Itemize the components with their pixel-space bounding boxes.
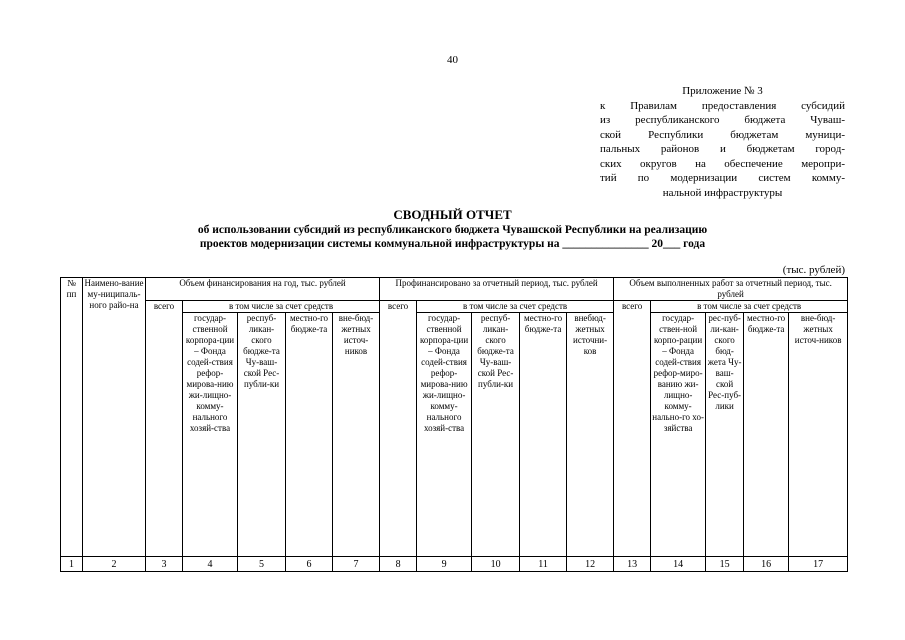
column-number: 16 xyxy=(744,557,789,572)
col-header-number: № пп xyxy=(61,278,83,557)
col-header-local-budget: местно-го бюдже-та xyxy=(286,313,333,557)
appendix-line: тий по модернизации систем комму- xyxy=(600,172,845,184)
col-header-including: в том числе за счет средств xyxy=(183,301,380,313)
col-header-local-budget: местно-го бюдже-та xyxy=(744,313,789,557)
units-label: (тыс. рублей) xyxy=(782,264,845,276)
column-number: 8 xyxy=(380,557,417,572)
appendix-line: ских округов на обеспечение меропри- xyxy=(600,157,845,170)
column-number: 7 xyxy=(333,557,380,572)
column-number: 1 xyxy=(61,557,83,572)
appendix-line: к Правилам предоставления субсидий xyxy=(600,99,845,112)
col-header-municipality: Наимено-вание му-ниципаль-ного райо-на xyxy=(83,278,146,557)
column-number: 6 xyxy=(286,557,333,572)
column-number: 13 xyxy=(614,557,651,572)
col-header-total: всего xyxy=(380,301,417,557)
column-number: 14 xyxy=(651,557,706,572)
column-number: 5 xyxy=(238,557,286,572)
col-header-republic-budget: респуб-ликан-ского бюджe-та Чу-ваш-ской Рес-публи-ки xyxy=(238,313,286,557)
col-header-including: в том числе за счет средств xyxy=(417,301,614,313)
appendix-line: пальных районов и бюджетам город- xyxy=(600,143,845,155)
report-title-block xyxy=(0,207,905,251)
col-header-total: всего xyxy=(146,301,183,557)
report-title: СВОДНЫЙ ОТЧЕТ xyxy=(393,207,512,222)
appendix-line: из республиканского бюджета Чуваш- xyxy=(600,114,845,126)
column-number: 12 xyxy=(567,557,614,572)
column-number: 11 xyxy=(520,557,567,572)
header-row xyxy=(61,278,848,301)
report-subtitle-line1: об использовании субсидий из республиканского бюджета Чувашской Республики на реализацию xyxy=(197,224,708,236)
column-number: 17 xyxy=(789,557,848,572)
col-header-fund: государ-ствен-ной корпо-рации – Фонда содей-ствия рефор-миро-ванию жи-лищно-комму-нально-го хо-зяйства xyxy=(651,313,706,557)
col-header-total: всего xyxy=(614,301,651,557)
column-number: 9 xyxy=(417,557,472,572)
report-subtitle-line2: проектов модернизации системы коммунальной инфраструктуры на _______________ 20___ года xyxy=(199,238,706,250)
column-number: 4 xyxy=(183,557,238,572)
column-number-row xyxy=(61,557,848,572)
col-header-including: в том числе за счет средств xyxy=(651,301,848,313)
appendix-line: нальной инфраструктуры xyxy=(662,186,783,199)
col-header-extrabudget: вне-бюд-жетных источ-ников xyxy=(333,313,380,557)
col-header-fund: государ-ственной корпора-ции – Фонда содей-ствия рефор-мирова-нию жи-лищно-комму-нального хозяй-ства xyxy=(417,313,472,557)
appendix-title: Приложение № 3 xyxy=(682,85,763,97)
col-group-financed-period: Профинансировано за отчетный период, тыс. рублей xyxy=(380,278,614,301)
header-row xyxy=(61,301,848,313)
summary-report-table xyxy=(60,277,848,572)
col-group-financing-volume: Объем финансирования на год, тыс. рублей xyxy=(146,278,380,301)
col-header-extrabudget: вне-бюд-жетных источ-ников xyxy=(789,313,848,557)
appendix-block xyxy=(600,84,845,200)
col-header-local-budget: местно-го бюдже-та xyxy=(520,313,567,557)
column-number: 10 xyxy=(472,557,520,572)
column-number: 3 xyxy=(146,557,183,572)
col-header-republic-budget: респуб-ликан-ского бюдже-та Чу-ваш-ской Рес-публи-ки xyxy=(472,313,520,557)
column-number: 15 xyxy=(706,557,744,572)
appendix-line: ской Республики бюджетам муници- xyxy=(600,128,845,141)
col-group-work-completed: Объем выполненных работ за отчетный период, тыс. рублей xyxy=(614,278,848,301)
col-header-republic-budget: рес-пуб-ли-кан-ского бюд-жета Чу-ваш-ской Рес-пуб-лики xyxy=(706,313,744,557)
col-header-fund: государ-ственной корпора-ции – Фонда содей-ствия рефор-мирова-нию жи-лищно-комму-нального хозяй-ства xyxy=(183,313,238,557)
column-number: 2 xyxy=(83,557,146,572)
col-header-extrabudget: внебюд-жетных источни-ков xyxy=(567,313,614,557)
page-number: 40 xyxy=(447,54,458,66)
